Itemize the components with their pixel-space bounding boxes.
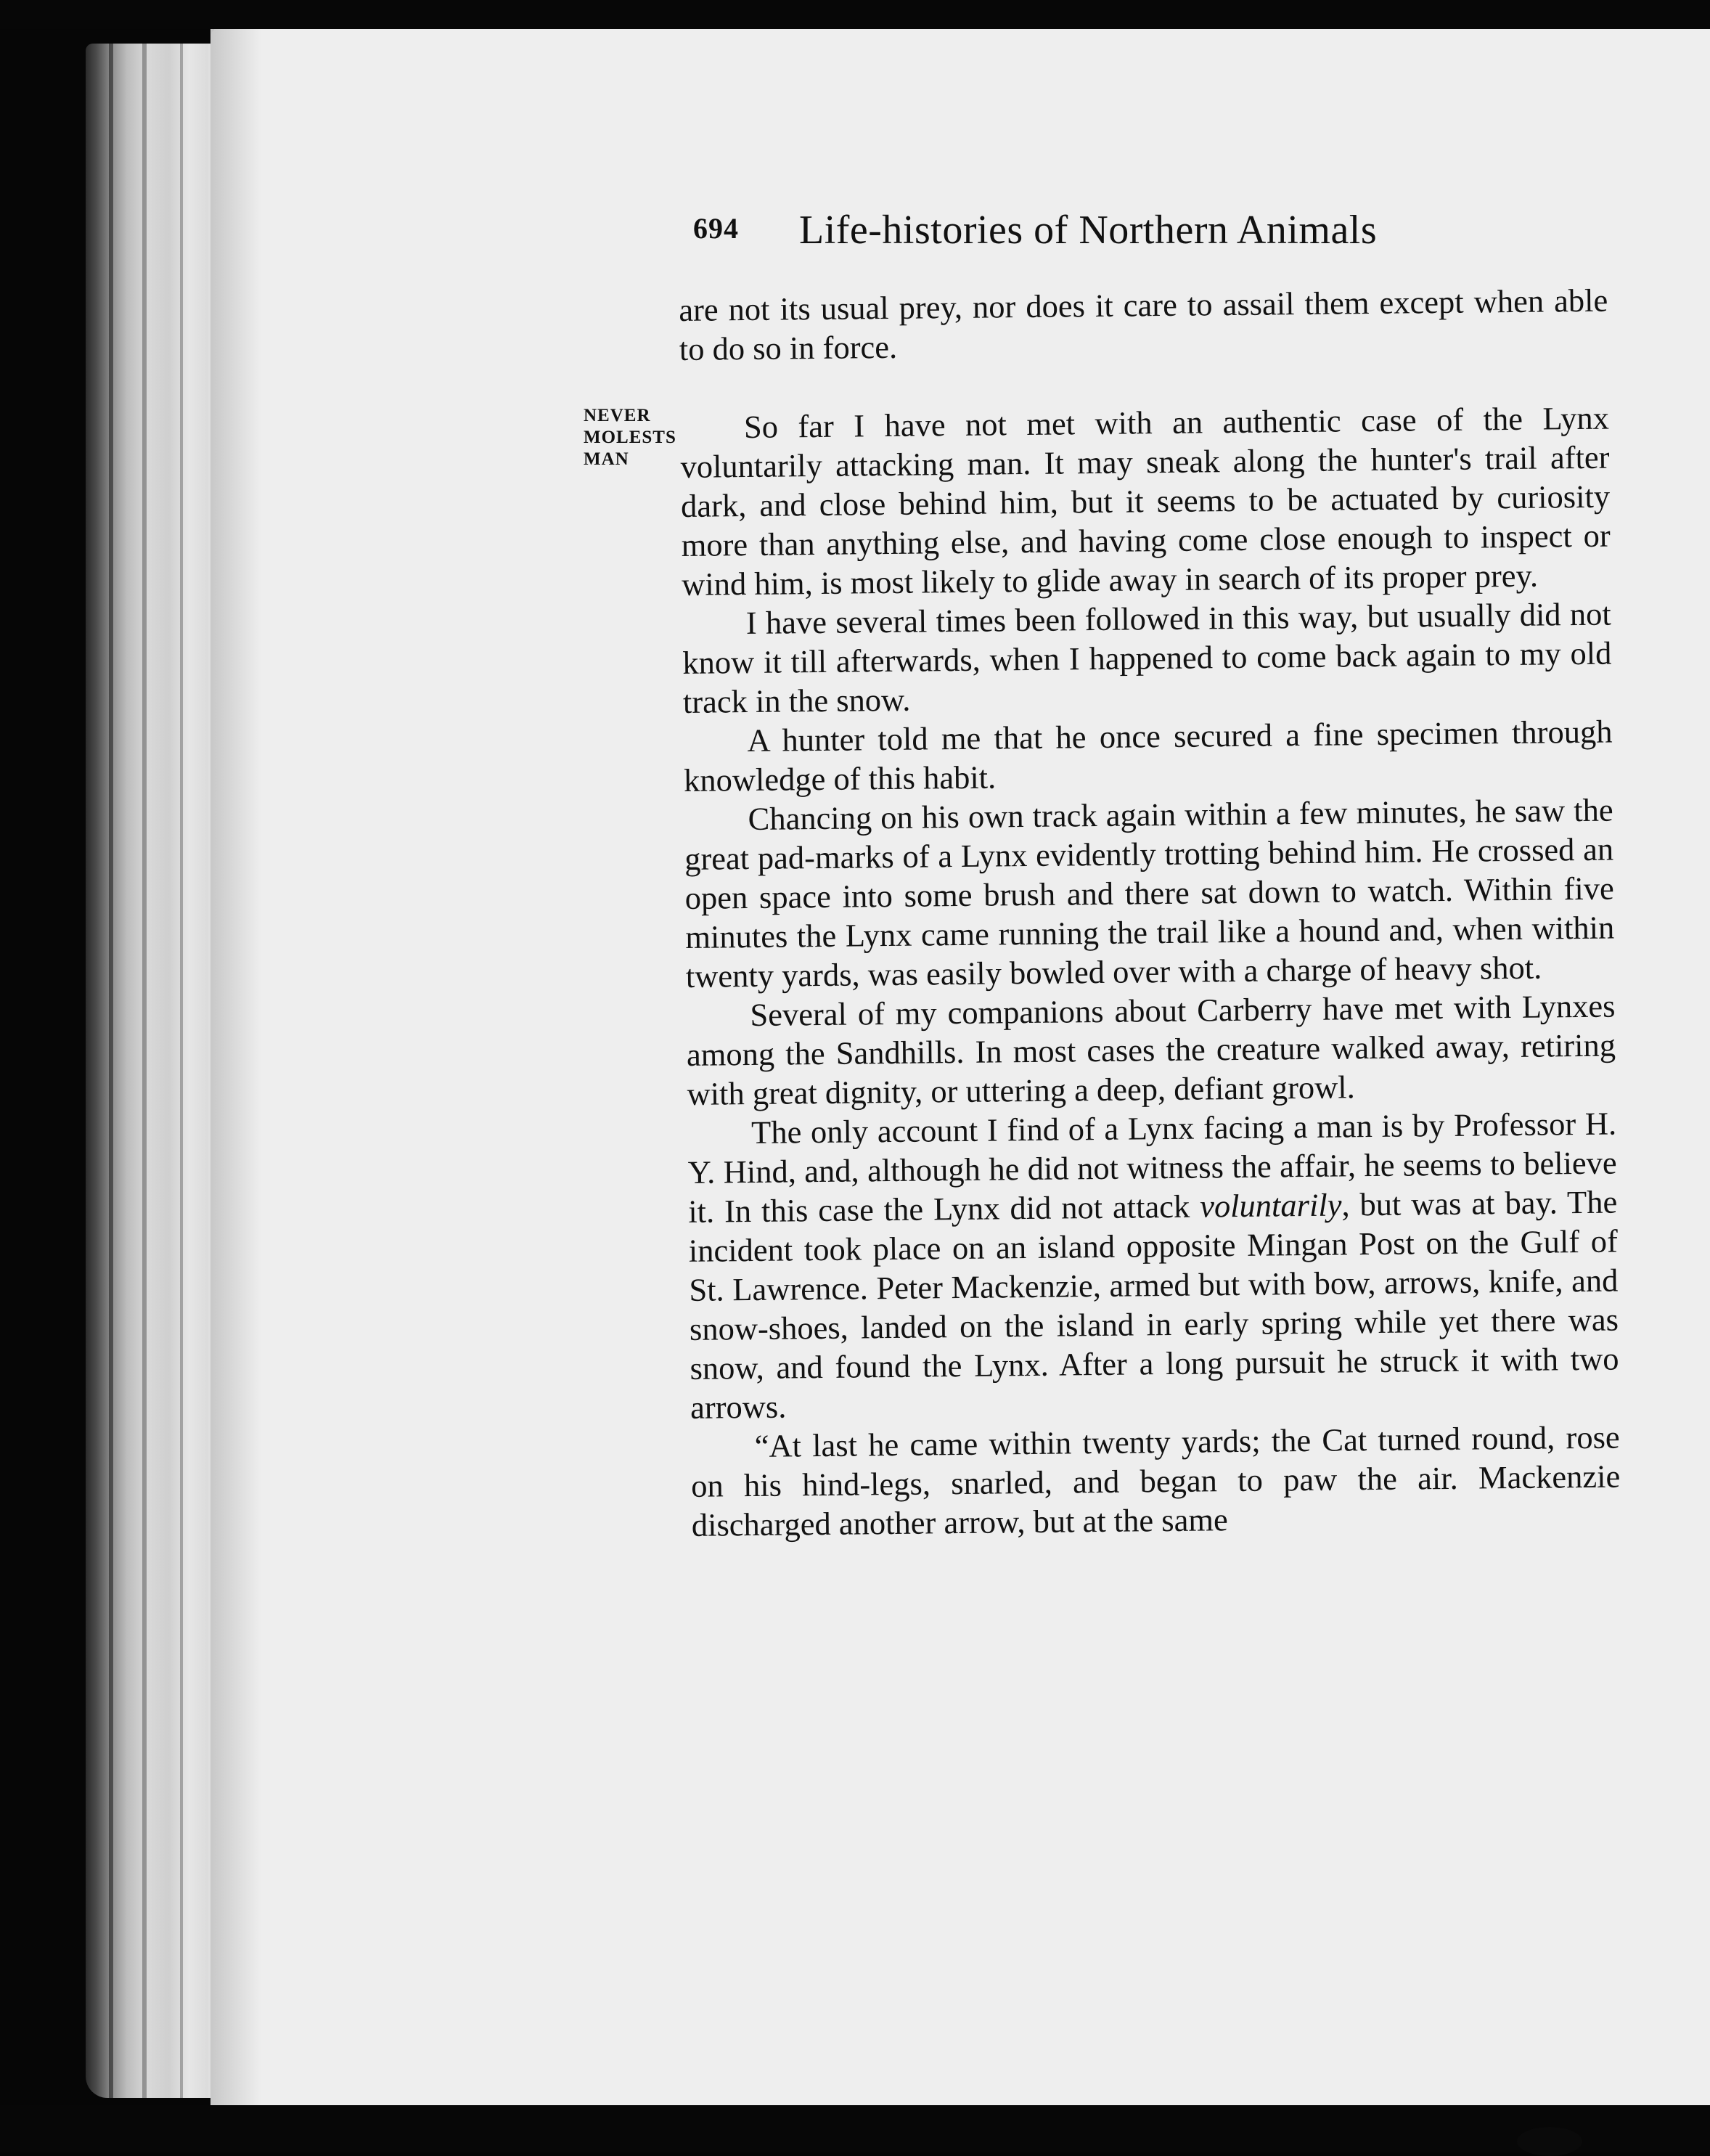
side-note-line: MOLESTS [584, 428, 676, 447]
paragraph: Chancing on his own track again within a few minutes, he saw the great pad-marks of a Lynx evidently trotting behind him. He crossed an open space into some brush and there sat down to watch. Within five minutes the Lynx came running the trail like a hound and, when within twenty yards, was easily bowled over with a charge of heavy shot. [684, 791, 1615, 995]
paragraph: A hunter told me that he once secured a fine specimen through knowledge of this habit. [683, 713, 1613, 799]
scan-smudge [1517, 2127, 1582, 2156]
spine-stripe [180, 44, 183, 2098]
body-text [679, 281, 1621, 1545]
paragraph-continued: are not its usual prey, nor does it care to assail them except when able to do so in force. [679, 282, 1608, 367]
paragraph-hind [687, 1104, 1619, 1427]
paragraph-quote: “At last he came within twenty yards; the Cat turned round, rose on his hind-legs, snarled, and began to paw the air. Mackenzie discharged another arrow, but at the same [690, 1418, 1621, 1543]
page-number: 694 [693, 212, 739, 245]
scan-top-border [0, 0, 1710, 29]
side-note-line: MAN [584, 449, 629, 469]
running-title: Life-histories of Northern Animals [799, 208, 1378, 253]
text-run: The only account I find of a Lynx facing a man is by Professor H. Y. Hind, and, although he did not witness the affair, he seems to believe it. In this case the Lynx did not attack [687, 1105, 1617, 1230]
italic-word: voluntarily [1199, 1186, 1342, 1225]
side-note-line: NEVER [584, 406, 651, 425]
running-head [693, 207, 1470, 258]
paragraph: I have several times been followed in this way, but usually did not know it till afterwards, when I happened to come back again to my old track in the snow. [682, 595, 1612, 720]
spine-stripe [109, 44, 113, 2098]
margin-side-note [584, 405, 676, 470]
scan-bottom-border [0, 2105, 1710, 2152]
text-run: , but was at bay. The incident took place on an island opposite Mingan Post on the Gulf of St. Lawrence. Peter Mackenzie, armed but with bow, arrows, knife, and snow-shoes, landed on the island in early spring while yet there was snow, and found the Lynx. After a long pursuit he struck it with two arrows. [688, 1183, 1619, 1426]
book-spine-edge [86, 44, 224, 2098]
page-gutter-shadow [210, 25, 261, 2109]
paragraph: Several of my companions about Carberry have met with Lynxes among the Sandhills. In most cases the creature walked away, retiring with great dignity, or uttering a deep, defiant growl. [686, 987, 1616, 1112]
spine-stripe [142, 44, 147, 2098]
paragraph: So far I have not met with an authentic case of the Lynx voluntarily attacking man. It may sneak along the hunter's trail after dark, and close behind him, but it seems to be actuated by curiosity more than anything else, and having come close enough to inspect or wind him, is most likely to glide away in search of its proper prey. [680, 399, 1611, 603]
